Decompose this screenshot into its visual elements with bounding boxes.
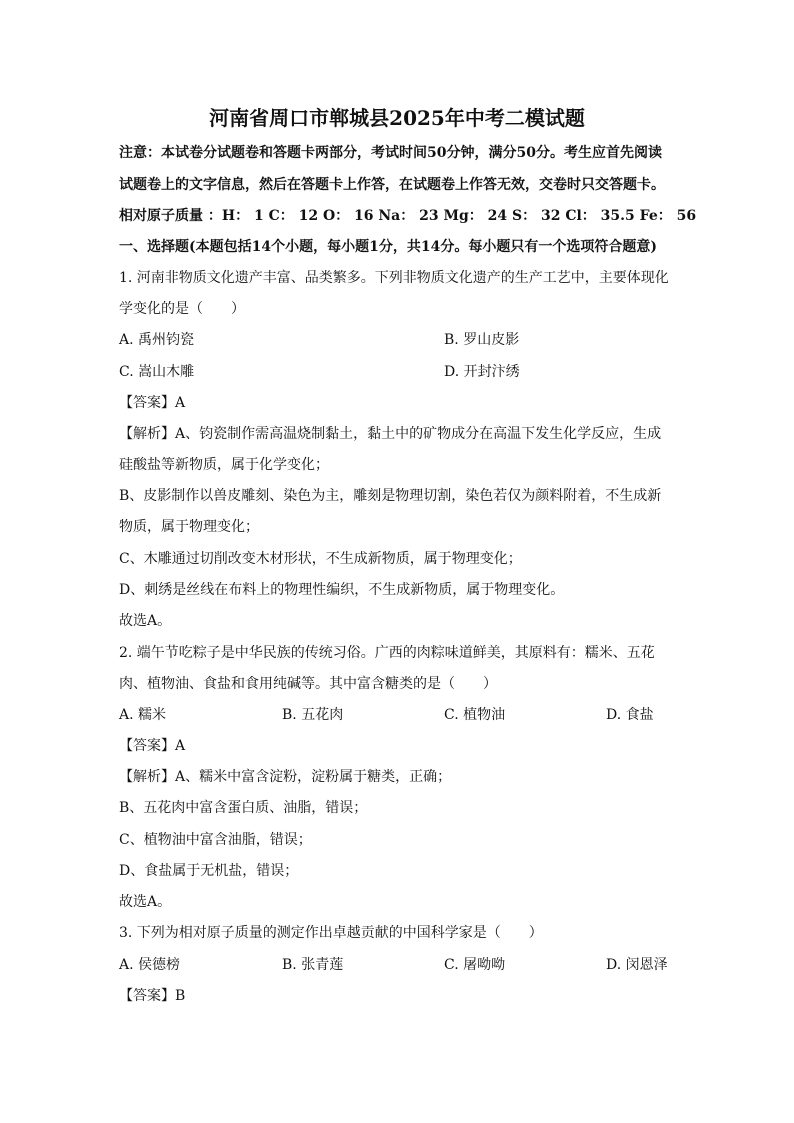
q2-option-c: C. 植物油 — [444, 707, 506, 723]
atomic-mass-line: 相对原子质量 ：H： 1 C： 12 O： 16 Na： 23 Mg： 24 S： 32 Cl： 35.5 Fe： 56 — [119, 208, 697, 224]
q2-stem-line-1: 2. 端午节吃粽子是中华民族的传统习俗。广西的肉粽味道鲜美，其原料有：糯米、五花 — [119, 645, 655, 661]
q3-answer: 【答案】B — [119, 988, 186, 1004]
section-heading: 一、选择题(本题包括14个小题，每小题1分，共14分。每小题只有一个选项符合题意) — [119, 239, 657, 255]
q2-option-d: D. 食盐 — [606, 707, 654, 723]
q2-stem-line-2: 肉、植物油、食盐和食用纯碱等。其中富含糖类的是（ ） — [119, 676, 497, 692]
q3-option-a: A. 侯德榜 — [119, 957, 181, 973]
q1-analysis-line: 硅酸盐等新物质，属于化学变化； — [119, 457, 329, 473]
q1-stem-line-1: 1. 河南非物质文化遗产丰富、品类繁多。下列非物质文化遗产的生产工艺中，主要体现化 — [119, 270, 669, 286]
q1-analysis-line: 物质，属于物理变化； — [119, 519, 259, 535]
q2-analysis-line: 故选A。 — [119, 894, 172, 910]
q3-option-d: D. 闵恩泽 — [606, 957, 668, 973]
q1-option-c: C. 嵩山木雕 — [119, 364, 195, 380]
q1-answer: 【答案】A — [119, 395, 186, 411]
q1-option-b: B. 罗山皮影 — [444, 332, 520, 348]
q1-option-d: D. 开封汴绣 — [444, 364, 520, 380]
q3-option-b: B. 张青莲 — [282, 957, 344, 973]
q1-stem-line-2: 学变化的是（ ） — [119, 301, 245, 317]
q3-option-c: C. 屠呦呦 — [444, 957, 506, 973]
q2-analysis-line: D、食盐属于无机盐，错误； — [119, 863, 299, 879]
q2-option-a: A. 糯米 — [119, 707, 167, 723]
notice-line-2: 试题卷上的文字信息，然后在答题卡上作答，在试题卷上作答无效，交卷时只交答题卡。 — [119, 177, 665, 193]
notice-line-1: 注意：本试卷分试题卷和答题卡两部分，考试时间50分钟，满分50分。考生应首先阅读 — [119, 145, 662, 161]
q1-analysis-line: 【解析】A、钧瓷制作需高温烧制黏土，黏土中的矿物成分在高温下发生化学反应，生成 — [119, 426, 662, 442]
q1-analysis-line: B、皮影制作以兽皮雕刻、染色为主，雕刻是物理切割，染色若仅为颜料附着，不生成新 — [119, 488, 662, 504]
page-title: 河南省周口市郸城县2025年中考二模试题 — [209, 106, 585, 130]
q1-analysis-line: C、木雕通过切削改变木材形状，不生成新物质，属于物理变化； — [119, 551, 522, 567]
q1-option-a: A. 禹州钧瓷 — [119, 332, 195, 348]
q1-analysis-line: 故选A。 — [119, 613, 172, 629]
q2-analysis-line: B、五花肉中富含蛋白质、油脂，错误； — [119, 800, 368, 816]
q2-option-b: B. 五花肉 — [282, 707, 344, 723]
q1-analysis-line: D、刺绣是丝线在布料上的物理性编织，不生成新物质，属于物理变化。 — [119, 582, 565, 598]
q2-analysis-line: C、植物油中富含油脂，错误； — [119, 832, 312, 848]
q2-answer: 【答案】A — [119, 738, 186, 754]
q2-analysis-line: 【解析】A、糯米中富含淀粉，淀粉属于糖类，正确； — [119, 769, 452, 785]
q3-stem-line-1: 3. 下列为相对原子质量的测定作出卓越贡献的中国科学家是（ ） — [119, 925, 543, 941]
